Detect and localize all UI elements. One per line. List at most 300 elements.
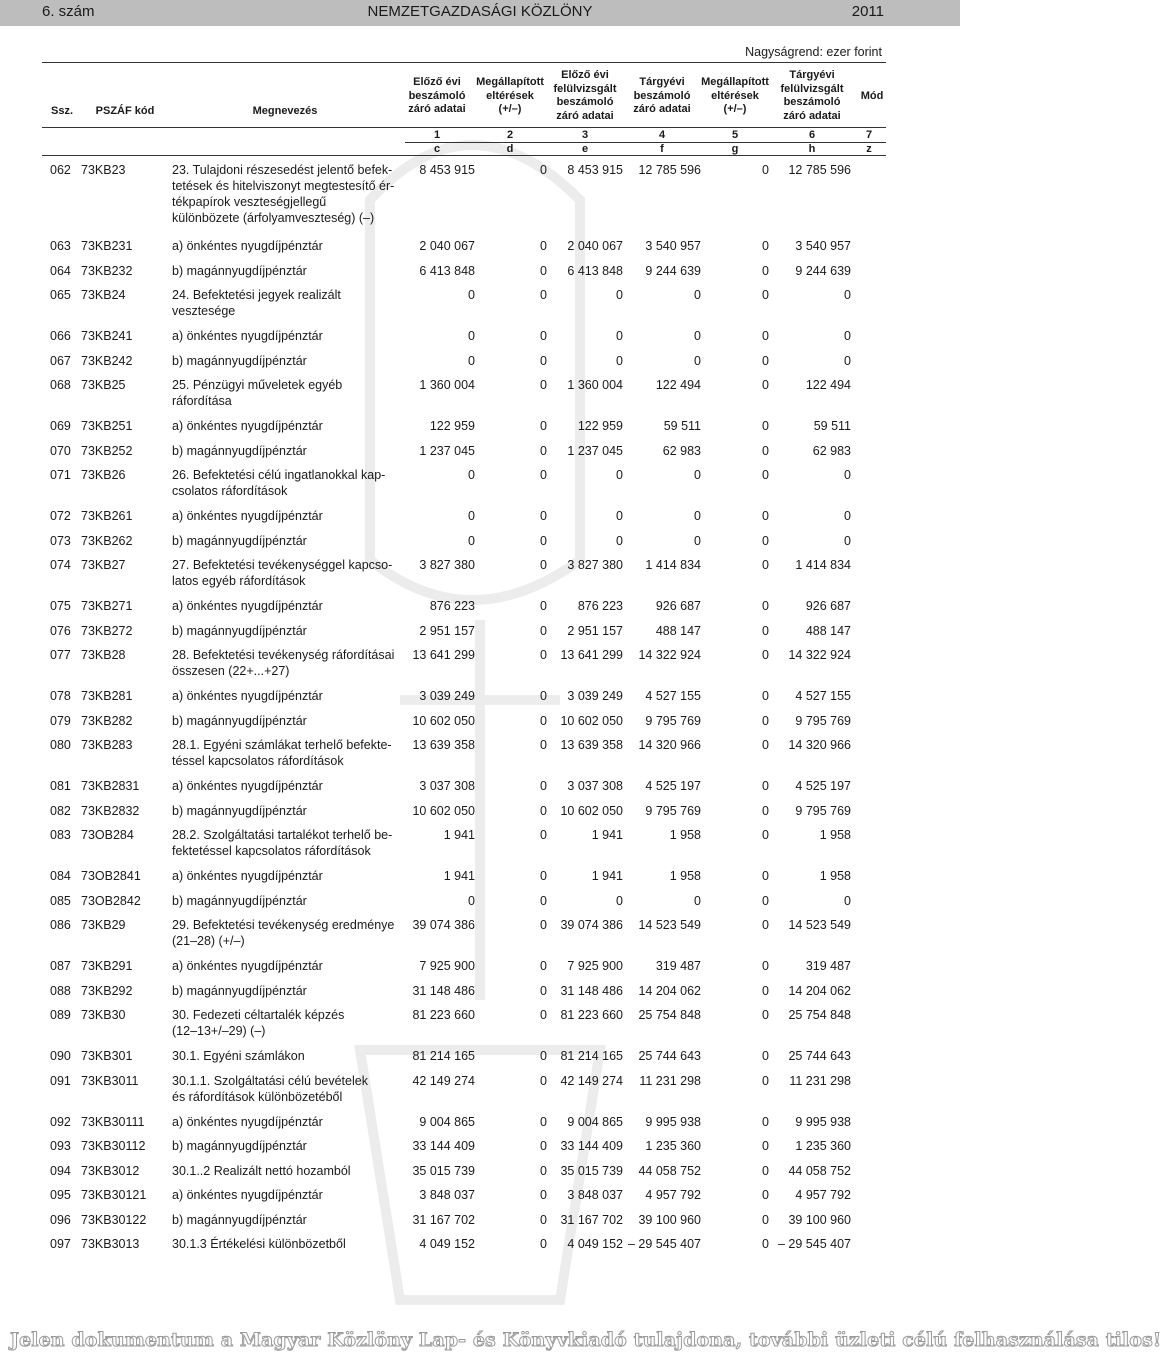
row-value-c2: 0	[540, 1237, 547, 1251]
row-value-c2: 0	[540, 1139, 547, 1153]
row-kod: 73KB30112	[81, 1139, 146, 1153]
row-value-c5: 0	[762, 959, 769, 973]
row-value-c3: 33 144 409	[560, 1139, 623, 1153]
row-kod: 73KB241	[81, 329, 133, 343]
row-name-line: 30. Fedezeti céltartalék képzés	[172, 1008, 345, 1022]
row-value-c1: 9 004 865	[419, 1114, 475, 1129]
row-value-c6: 1 958	[819, 828, 851, 842]
row-ssz: 073	[50, 533, 71, 548]
row-kod: 73KB252	[81, 443, 133, 458]
row-name	[172, 238, 398, 254]
row-value-c2: 0	[540, 509, 547, 523]
row-kod: 73KB2831	[81, 779, 140, 793]
row-value-c4: 14 320 966	[638, 738, 701, 752]
row-value-c1: 31 167 702	[412, 1212, 475, 1227]
row-value-c1: 0	[468, 329, 475, 343]
row-kod: 73KB291	[81, 959, 133, 973]
row-value-c5: 0	[762, 1008, 769, 1022]
row-value-c2: 0	[540, 1188, 547, 1202]
row-value-c2: 0	[540, 1049, 547, 1063]
row-name	[172, 1212, 398, 1228]
col-header-line: beszámoló	[633, 89, 691, 102]
row-kod: 73KB271	[81, 599, 133, 613]
row-kod: 73KB292	[81, 983, 133, 998]
row-value-c2: 0	[540, 869, 547, 883]
rule-line	[42, 62, 886, 63]
row-value-c6: 11 231 298	[789, 1073, 851, 1088]
row-value-c1: 3 827 380	[419, 558, 475, 572]
row-name-line: 24. Befektetési jegyek realizált	[172, 288, 341, 302]
row-value-c2: 0	[540, 1114, 547, 1129]
row-name-line: 29. Befektetési tevékenység eredménye	[172, 918, 395, 932]
row-name-line: fektetéssel kapcsolatos ráfordítások	[172, 844, 371, 858]
row-value-c4: 59 511	[663, 419, 701, 433]
row-ssz: 065	[50, 288, 71, 302]
row-value-c6: 39 100 960	[788, 1212, 851, 1227]
row-name	[172, 598, 398, 614]
row-value-c2: 0	[540, 803, 547, 818]
row-name-line: b) magánnyugdíjpénztár	[172, 263, 307, 278]
row-value-c6: 14 320 966	[788, 738, 851, 752]
rule-line	[42, 155, 886, 156]
row-ssz: 090	[50, 1049, 71, 1063]
row-name	[172, 803, 398, 819]
row-value-c4: 3 540 957	[645, 239, 701, 253]
row-value-c6: 14 523 549	[788, 918, 851, 932]
row-name	[172, 557, 398, 589]
row-value-c6: 1 414 834	[795, 558, 851, 572]
row-value-c1: 0	[468, 533, 475, 548]
row-value-c1: 1 237 045	[419, 443, 475, 458]
row-kod: 73KB3011	[81, 1073, 139, 1088]
row-kod: 73KB3012	[81, 1163, 140, 1178]
row-name-line: b) magánnyugdíjpénztár	[172, 353, 307, 368]
row-name-line: b) magánnyugdíjpénztár	[172, 1212, 307, 1227]
row-ssz: 085	[50, 893, 71, 908]
row-value-c6: 14 322 924	[788, 648, 851, 662]
row-ssz: 092	[50, 1114, 71, 1129]
row-value-c3: 3 039 249	[567, 689, 623, 703]
row-value-c6: 59 511	[813, 419, 851, 433]
row-value-c3: 10 602 050	[560, 713, 623, 728]
row-value-c1: 1 941	[443, 828, 475, 842]
row-ssz: 063	[50, 239, 71, 253]
col-header-line: Tárgyévi	[639, 76, 685, 88]
row-value-c3: 0	[616, 329, 623, 343]
row-value-c1: 81 214 165	[412, 1049, 475, 1063]
row-ssz: 079	[50, 713, 71, 728]
row-value-c4: 4 527 155	[645, 689, 701, 703]
col-letter: f	[660, 143, 664, 155]
row-value-c6: 9 795 769	[795, 713, 851, 728]
row-value-c4: 9 795 769	[645, 713, 701, 728]
col-header-line: eltérések	[486, 89, 534, 102]
row-ssz: 095	[50, 1188, 71, 1202]
row-name	[172, 162, 398, 226]
row-value-c5: 0	[762, 533, 769, 548]
row-value-c4: 0	[694, 509, 701, 523]
row-value-c4: 62 983	[662, 443, 701, 458]
row-kod: 73KB30121	[81, 1188, 147, 1202]
row-name-line: összesen (22+...+27)	[172, 664, 290, 678]
row-ssz: 069	[50, 419, 71, 433]
row-value-c1: 10 602 050	[412, 713, 475, 728]
col-number: 1	[433, 129, 441, 141]
col-header-line: (+/–)	[723, 103, 747, 115]
row-name-line: 23. Tulajdoni részesedést jelentő befek-	[172, 163, 393, 177]
row-value-c5: 0	[762, 893, 769, 908]
row-value-c3: 13 639 358	[560, 738, 623, 752]
row-name-line: csolatos ráfordítások	[172, 484, 288, 498]
col-header-line: záró adatai	[783, 109, 841, 122]
row-ssz: 062	[50, 163, 71, 177]
row-value-c5: 0	[762, 163, 769, 177]
row-value-c1: 6 413 848	[419, 263, 475, 278]
col-header-line: záró adatai	[633, 103, 691, 115]
row-value-c3: 0	[616, 288, 623, 302]
journal-header-bar	[0, 0, 960, 26]
col-header-mod: Mód	[860, 90, 884, 102]
row-ssz: 088	[50, 983, 71, 998]
row-name	[172, 263, 398, 279]
row-value-c4: 0	[694, 893, 701, 908]
row-name	[172, 1163, 398, 1179]
row-ssz: 070	[50, 443, 71, 458]
row-value-c3: 13 641 299	[560, 648, 623, 662]
row-value-c3: 0	[616, 353, 623, 368]
row-value-c5: 0	[762, 1163, 769, 1178]
row-value-c3: 0	[616, 533, 623, 548]
row-ssz: 075	[50, 599, 71, 613]
row-value-c2: 0	[540, 419, 547, 433]
row-kod: 73OB2841	[81, 869, 141, 883]
row-ssz: 074	[50, 558, 71, 572]
row-value-c4: 4 525 197	[645, 779, 701, 793]
row-name-line: a) önkéntes nyugdíjpénztár	[172, 689, 323, 703]
row-name-line: vesztesége	[172, 304, 236, 318]
row-name-line: 28.2. Szolgáltatási tartalékot terhelő be-	[172, 828, 393, 842]
row-name-line: b) magánnyugdíjpénztár	[172, 713, 307, 728]
row-value-c3: 81 223 660	[560, 1008, 623, 1022]
row-value-c4: 44 058 752	[638, 1163, 701, 1178]
row-value-c2: 0	[540, 378, 547, 392]
row-kod: 73KB262	[81, 533, 133, 548]
row-ssz: 091	[50, 1073, 71, 1088]
row-name	[172, 353, 398, 369]
row-value-c4: 25 754 848	[638, 1008, 701, 1022]
row-value-c4: – 29 545 407	[628, 1237, 701, 1251]
row-kod: 73KB261	[81, 509, 133, 523]
row-value-c1: 13 639 358	[412, 738, 475, 752]
row-value-c4: 9 795 769	[645, 803, 701, 818]
row-value-c3: 31 167 702	[560, 1212, 623, 1227]
row-name	[172, 1114, 398, 1130]
row-value-c5: 0	[762, 1139, 769, 1153]
row-name-line: és ráfordítások különbözetéből	[172, 1089, 343, 1104]
row-value-c6: 0	[844, 533, 851, 548]
row-value-c2: 0	[540, 828, 547, 842]
col-header-line: záró adatai	[556, 109, 614, 122]
row-name-line: a) önkéntes nyugdíjpénztár	[172, 509, 323, 523]
row-value-c3: 3 037 308	[567, 779, 623, 793]
row-value-c6: 1 958	[819, 869, 851, 883]
row-ssz: 068	[50, 378, 71, 392]
row-kod: 73KB251	[81, 419, 133, 433]
row-value-c4: 0	[694, 329, 701, 343]
row-kod: 73KB2832	[81, 803, 140, 818]
row-value-c3: 1 237 045	[567, 443, 623, 458]
col-header-line: Előző évi	[413, 76, 461, 88]
row-kod: 73KB272	[81, 623, 133, 638]
row-value-c2: 0	[540, 288, 547, 302]
row-value-c3: 4 049 152	[567, 1237, 623, 1251]
col-letter: g	[731, 143, 739, 155]
row-value-c6: 0	[844, 893, 851, 908]
row-value-c6: 4 525 197	[795, 779, 851, 793]
row-value-c1: 31 148 486	[412, 983, 475, 998]
col-letter: z	[866, 143, 872, 155]
row-name-line: a) önkéntes nyugdíjpénztár	[172, 419, 323, 433]
row-value-c3: 8 453 915	[567, 163, 623, 177]
row-value-c2: 0	[540, 1212, 547, 1227]
row-name-line: különbözete (árfolyamveszteség) (–)	[172, 211, 375, 225]
row-value-c2: 0	[540, 983, 547, 998]
row-value-c2: 0	[540, 239, 547, 253]
row-kod: 73KB29	[81, 918, 126, 932]
row-name-line: a) önkéntes nyugdíjpénztár	[172, 239, 323, 253]
row-name-line: (21–28) (+/–)	[172, 934, 245, 948]
row-value-c1: 2 040 067	[419, 239, 475, 253]
row-value-c6: – 29 545 407	[778, 1237, 851, 1251]
col-letter: d	[506, 143, 514, 155]
row-name-line: 27. Befektetési tevékenységgel kapcso-	[172, 558, 393, 572]
col-header-line: beszámoló	[408, 89, 466, 102]
row-value-c1: 35 015 739	[412, 1163, 475, 1178]
row-name	[172, 1138, 398, 1154]
footer-disclaimer: Jelen dokumentum a Magyar Közlöny Lap- és Könyvkiadó tulajdona, további üzleti célú felhasználása tilos!	[10, 1329, 1161, 1351]
row-value-c2: 0	[540, 918, 547, 932]
row-name	[172, 737, 398, 769]
row-value-c3: 1 360 004	[567, 378, 623, 392]
row-kod: 73KB24	[81, 288, 126, 302]
row-name	[172, 1007, 398, 1039]
row-value-c5: 0	[762, 869, 769, 883]
col-header-ssz: Ssz.	[50, 105, 73, 117]
row-value-c1: 1 941	[443, 869, 475, 883]
row-kod: 73KB3013	[81, 1237, 140, 1251]
row-value-c1: 3 848 037	[419, 1188, 475, 1202]
row-value-c6: 926 687	[805, 599, 851, 613]
row-value-c5: 0	[762, 419, 769, 433]
row-value-c6: 9 244 639	[795, 263, 851, 278]
row-value-c3: 0	[616, 468, 623, 482]
row-kod: 73KB282	[81, 713, 133, 728]
row-value-c2: 0	[540, 1163, 547, 1178]
unit-note: Nagyságrend: ezer forint	[745, 45, 882, 59]
col-number: 4	[658, 129, 666, 141]
row-value-c5: 0	[762, 1049, 769, 1063]
row-value-c6: 14 204 062	[788, 983, 851, 998]
row-ssz: 080	[50, 738, 71, 752]
row-value-c6: 12 785 596	[788, 163, 851, 177]
row-value-c4: 1 235 360	[645, 1139, 701, 1153]
row-value-c1: 3 037 308	[419, 779, 475, 793]
col-header-line: (+/–)	[498, 103, 522, 115]
row-value-c2: 0	[540, 779, 547, 793]
row-value-c2: 0	[540, 689, 547, 703]
row-name-line: 30.1.1. Szolgáltatási célú bevételek	[172, 1073, 368, 1088]
row-name-line: b) magánnyugdíjpénztár	[172, 623, 307, 638]
row-value-c5: 0	[762, 983, 769, 998]
row-ssz: 084	[50, 869, 71, 883]
row-value-c1: 42 149 274	[412, 1073, 475, 1088]
row-value-c3: 876 223	[577, 599, 623, 613]
row-kod: 73KB27	[81, 558, 126, 572]
row-name	[172, 1187, 398, 1203]
row-value-c6: 4 527 155	[795, 689, 851, 703]
col-header-line: Előző évi	[561, 69, 609, 81]
row-value-c2: 0	[540, 1008, 547, 1022]
row-ssz: 071	[50, 468, 71, 482]
row-value-c1: 81 223 660	[412, 1008, 475, 1022]
row-kod: 73OB284	[81, 828, 134, 842]
row-value-c2: 0	[540, 648, 547, 662]
row-name-line: b) magánnyugdíjpénztár	[172, 893, 307, 908]
row-name	[172, 377, 398, 409]
year: 2011	[851, 3, 884, 20]
row-name	[172, 287, 398, 319]
row-value-c5: 0	[762, 443, 769, 458]
row-value-c3: 3 848 037	[567, 1188, 623, 1202]
row-value-c3: 81 214 165	[560, 1049, 623, 1063]
row-value-c4: 1 958	[669, 869, 701, 883]
row-value-c6: 9 995 938	[795, 1114, 851, 1129]
row-kod: 73KB30122	[81, 1212, 147, 1227]
col-number: 6	[808, 129, 816, 141]
row-value-c1: 7 925 900	[419, 959, 475, 973]
row-value-c5: 0	[762, 1237, 769, 1251]
row-value-c1: 0	[468, 288, 475, 302]
row-name	[172, 623, 398, 639]
row-value-c2: 0	[540, 623, 547, 638]
col-header-line: Tárgyévi	[789, 69, 835, 81]
row-value-c3: 31 148 486	[560, 983, 623, 998]
row-value-c5: 0	[762, 803, 769, 818]
row-name	[172, 533, 398, 549]
row-value-c3: 39 074 386	[560, 918, 623, 932]
row-name	[172, 467, 398, 499]
row-ssz: 077	[50, 648, 71, 662]
row-value-c4: 122 494	[655, 378, 701, 392]
issue-number: 6. szám	[42, 3, 95, 20]
row-name-line: b) magánnyugdíjpénztár	[172, 443, 307, 458]
row-value-c4: 0	[694, 353, 701, 368]
row-value-c3: 3 827 380	[567, 558, 623, 572]
row-value-c4: 1 958	[669, 828, 701, 842]
row-name-line: b) magánnyugdíjpénztár	[172, 1139, 307, 1153]
col-header-kod: PSZÁF kód	[95, 105, 155, 117]
row-name-line: 28. Befektetési tevékenység ráfordításai	[172, 648, 395, 662]
row-ssz: 076	[50, 623, 71, 638]
row-value-c2: 0	[540, 263, 547, 278]
row-ssz: 083	[50, 828, 71, 842]
row-value-c1: 0	[468, 509, 475, 523]
row-value-c5: 0	[762, 288, 769, 302]
row-value-c4: 4 957 792	[645, 1188, 701, 1202]
row-value-c6: 44 058 752	[788, 1163, 851, 1178]
row-value-c6: 488 147	[805, 623, 851, 638]
row-value-c5: 0	[762, 1212, 769, 1227]
row-name	[172, 917, 398, 949]
row-name	[172, 778, 398, 794]
row-kod: 73KB281	[81, 689, 133, 703]
row-value-c4: 9 995 938	[645, 1114, 701, 1129]
row-name	[172, 893, 398, 909]
row-name	[172, 713, 398, 729]
row-ssz: 094	[50, 1163, 71, 1178]
row-kod: 73OB2842	[81, 893, 141, 908]
row-name	[172, 508, 398, 524]
row-value-c2: 0	[540, 533, 547, 548]
row-value-c2: 0	[540, 558, 547, 572]
row-value-c6: 319 487	[805, 959, 851, 973]
row-name-line: 30.1..2 Realizált nettó hozamból	[172, 1163, 351, 1178]
row-value-c4: 1 414 834	[645, 558, 701, 572]
row-name-line: tékpapírok veszteségjellegű	[172, 195, 327, 209]
row-value-c4: 0	[694, 533, 701, 548]
row-value-c2: 0	[540, 329, 547, 343]
col-header-name: Megnevezés	[252, 105, 318, 117]
row-name	[172, 443, 398, 459]
row-value-c5: 0	[762, 689, 769, 703]
row-name-line: a) önkéntes nyugdíjpénztár	[172, 329, 323, 343]
row-value-c5: 0	[762, 623, 769, 638]
row-value-c1: 10 602 050	[412, 803, 475, 818]
col-letter: e	[581, 143, 589, 155]
col-header-c6	[767, 69, 857, 123]
row-name	[172, 647, 398, 679]
row-value-c5: 0	[762, 1073, 769, 1088]
row-ssz: 089	[50, 1008, 71, 1022]
row-value-c6: 4 957 792	[795, 1188, 851, 1202]
row-value-c4: 25 744 643	[638, 1049, 701, 1063]
row-value-c1: 33 144 409	[412, 1139, 475, 1153]
row-value-c5: 0	[762, 738, 769, 752]
row-value-c3: 6 413 848	[567, 263, 623, 278]
row-name	[172, 983, 398, 999]
row-value-c2: 0	[540, 468, 547, 482]
row-kod: 73KB242	[81, 353, 133, 368]
row-value-c1: 2 951 157	[419, 623, 475, 638]
row-value-c3: 10 602 050	[560, 803, 623, 818]
row-name-line: latos egyéb ráfordítások	[172, 574, 306, 588]
row-kod: 73KB26	[81, 468, 126, 482]
row-value-c1: 13 641 299	[412, 648, 475, 662]
row-name-line: 25. Pénzügyi műveletek egyéb	[172, 378, 343, 392]
row-value-c6: 0	[844, 509, 851, 523]
row-value-c2: 0	[540, 713, 547, 728]
row-name	[172, 418, 398, 434]
col-header-line: Megállapított	[701, 76, 769, 88]
row-ssz: 067	[50, 353, 71, 368]
row-ssz: 093	[50, 1139, 71, 1153]
row-value-c3: 2 951 157	[567, 623, 623, 638]
row-value-c1: 0	[468, 353, 475, 368]
row-value-c1: 4 049 152	[419, 1237, 475, 1251]
row-name-line: b) magánnyugdíjpénztár	[172, 533, 307, 548]
row-name	[172, 827, 398, 859]
row-value-c6: 3 540 957	[795, 239, 851, 253]
